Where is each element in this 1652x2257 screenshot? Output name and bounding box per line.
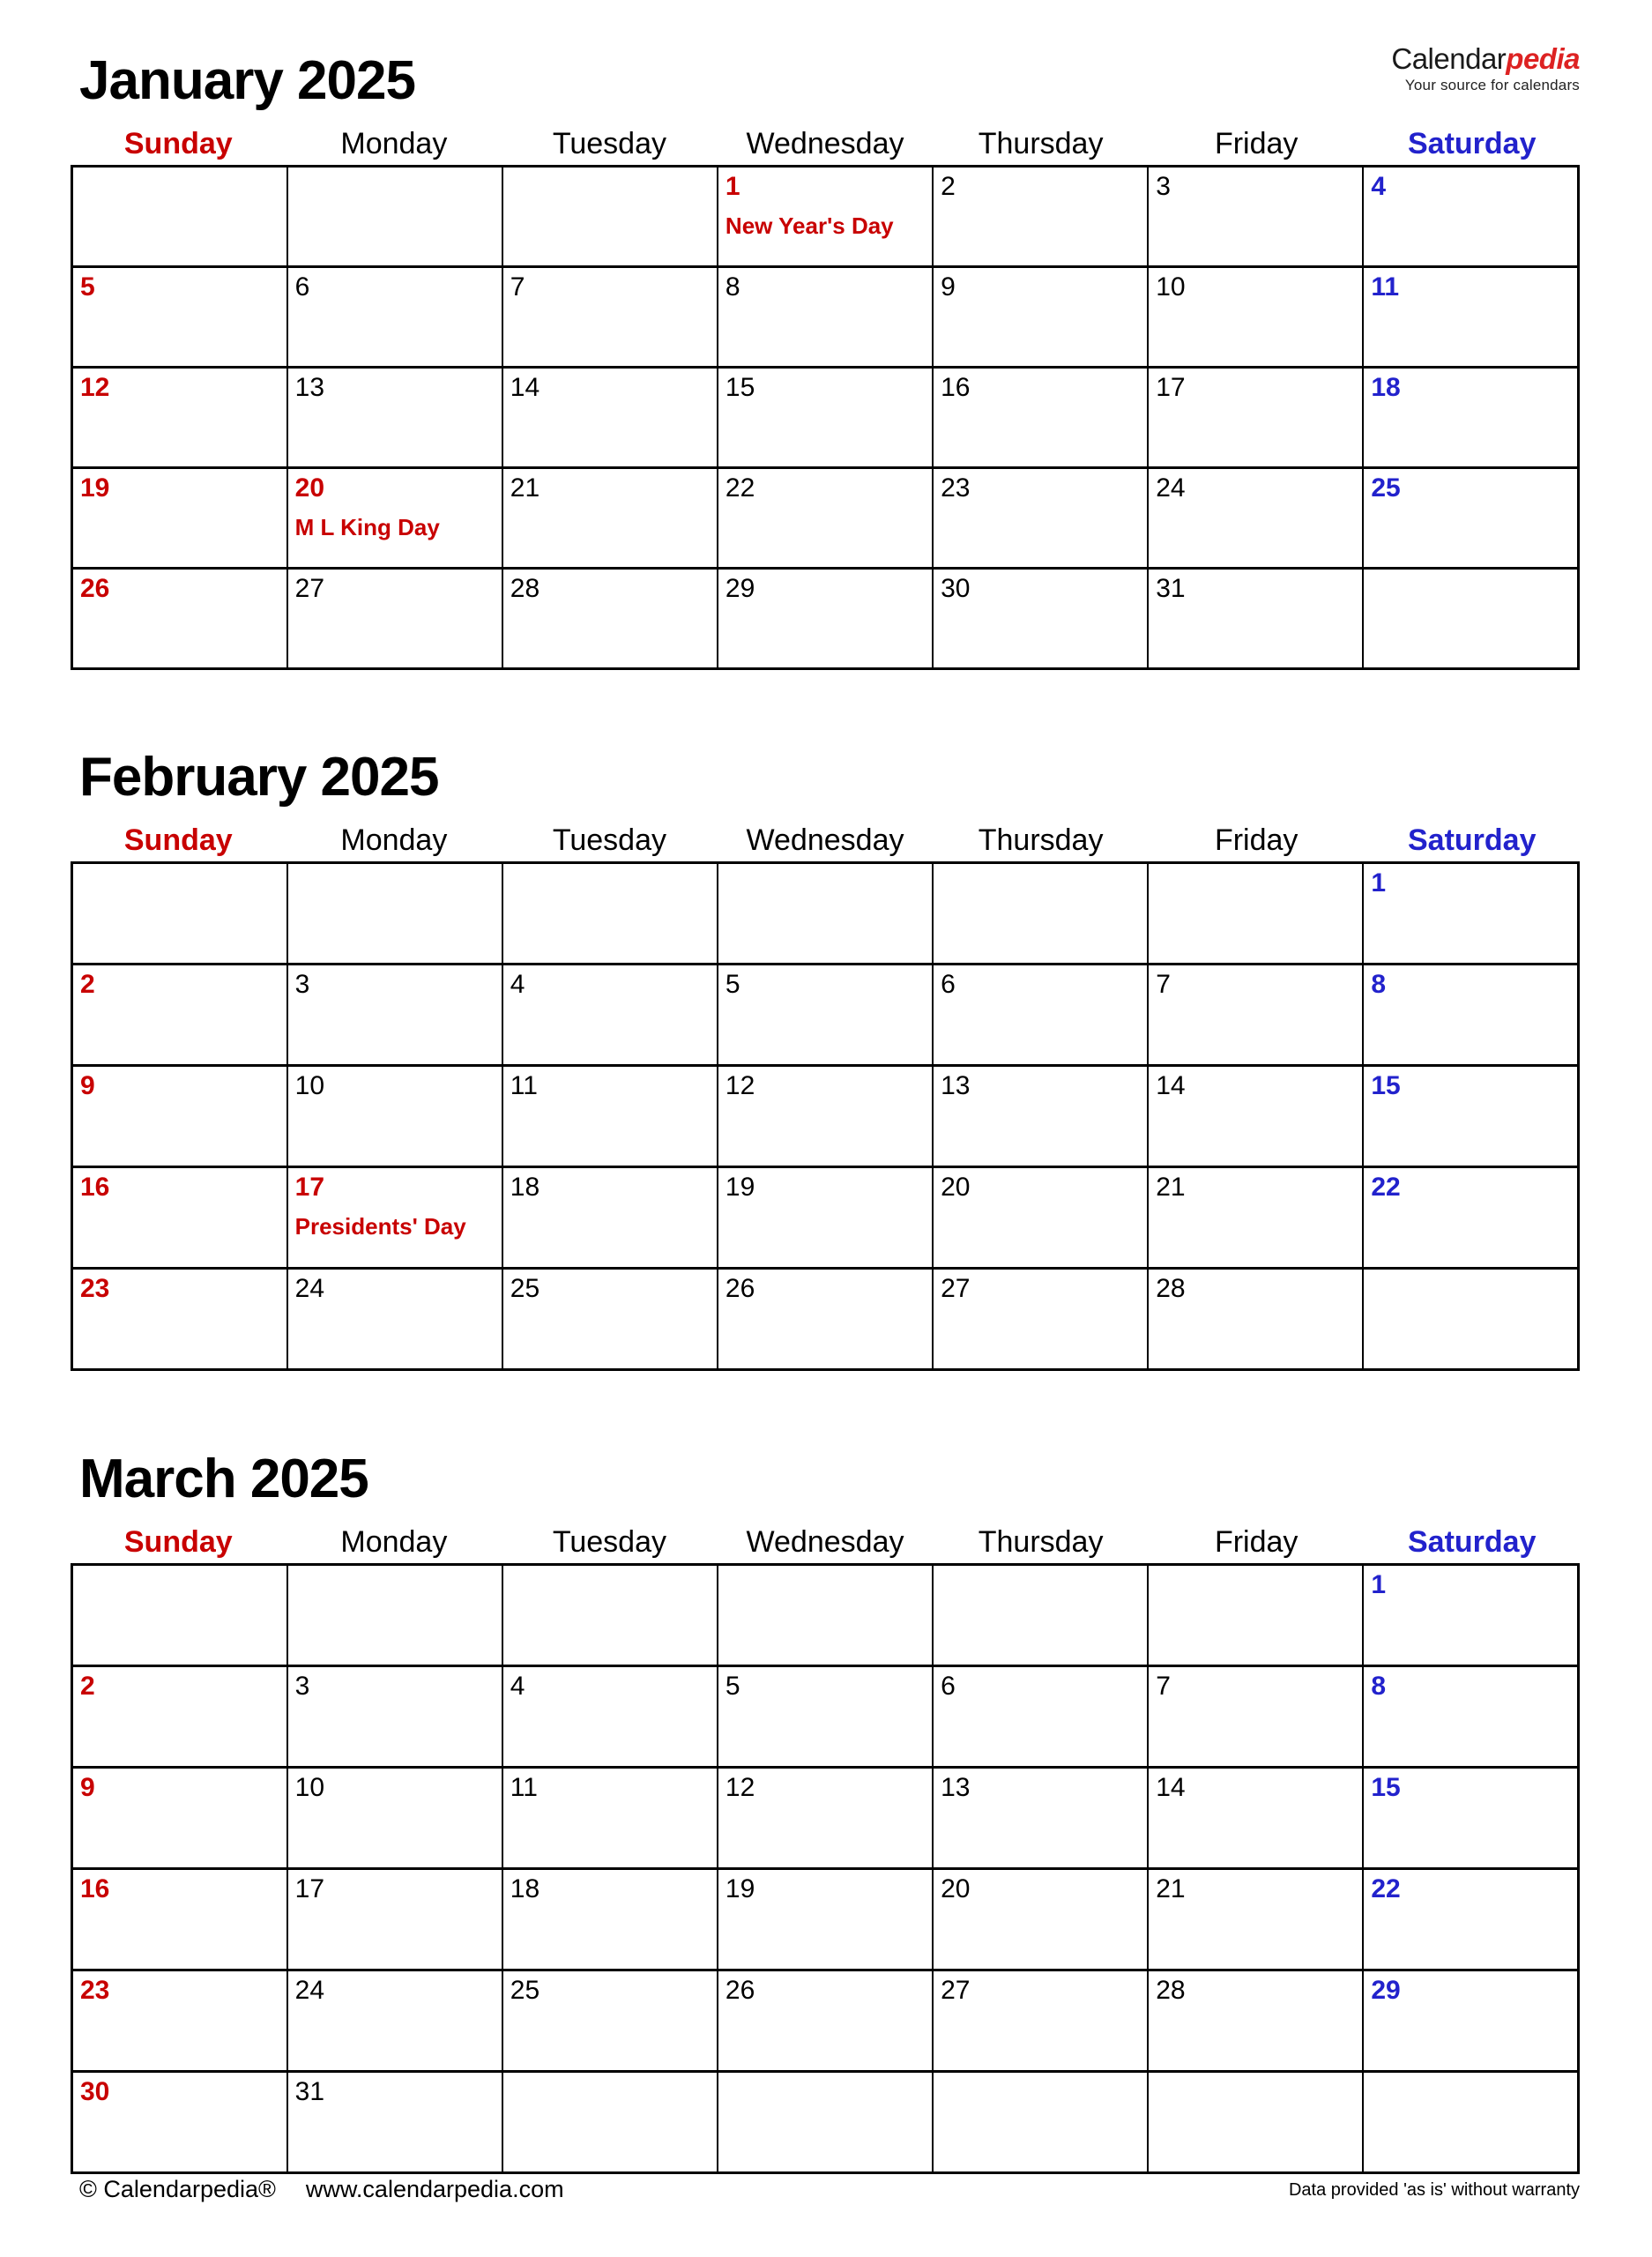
day-cell-29 xyxy=(718,569,933,669)
day-number: 5 xyxy=(725,970,740,999)
day-number: 28 xyxy=(510,574,540,603)
day-number: 26 xyxy=(80,574,110,603)
day-cell-10 xyxy=(287,1066,502,1167)
weekday-header-saturday: Saturday xyxy=(1408,823,1537,857)
day-number: 13 xyxy=(294,373,325,402)
day-cell-3 xyxy=(287,1666,502,1768)
day-cell-30 xyxy=(933,569,1148,669)
day-number: 2 xyxy=(80,970,95,999)
day-cell-3 xyxy=(1148,167,1363,267)
day-number: 24 xyxy=(294,1976,325,2005)
day-cell-empty xyxy=(933,2072,1148,2173)
weekday-header-wednesday: Wednesday xyxy=(746,127,904,160)
day-number: 25 xyxy=(510,1274,540,1303)
day-cell-8 xyxy=(1363,1666,1578,1768)
day-number: 11 xyxy=(1371,272,1400,302)
day-cell-empty xyxy=(502,863,718,965)
weekday-header-sunday: Sunday xyxy=(123,823,233,857)
weekday-header-row xyxy=(71,1521,1580,1560)
day-number: 11 xyxy=(510,1071,538,1100)
day-cell-empty xyxy=(718,863,933,965)
day-number: 4 xyxy=(510,970,525,999)
weekday-header-saturday: Saturday xyxy=(1408,127,1537,160)
day-number: 19 xyxy=(80,473,110,503)
day-cell-empty xyxy=(933,863,1148,965)
day-number: 18 xyxy=(1371,373,1401,402)
day-cell-19 xyxy=(718,1167,933,1269)
day-number: 28 xyxy=(1156,1274,1186,1303)
week-row xyxy=(72,1269,1579,1370)
day-number: 21 xyxy=(1156,1874,1186,1903)
day-number: 2 xyxy=(80,1672,95,1701)
day-cell-7 xyxy=(502,267,718,368)
day-cell-23 xyxy=(72,1970,287,2072)
footer-url[interactable]: www.calendarpedia.com xyxy=(305,2176,564,2202)
day-cell-empty xyxy=(287,863,502,965)
day-cell-11 xyxy=(502,1768,718,1869)
day-number: 4 xyxy=(510,1672,525,1701)
day-number: 15 xyxy=(1371,1071,1401,1100)
logo-wordmark xyxy=(1391,44,1580,74)
month-title: January 2025 xyxy=(79,50,415,111)
week-row xyxy=(72,2072,1579,2173)
day-cell-24 xyxy=(1148,468,1363,569)
week-row xyxy=(72,1666,1579,1768)
day-number: 29 xyxy=(1371,1976,1401,2005)
day-cell-17 xyxy=(287,1869,502,1970)
day-number: 21 xyxy=(510,473,540,503)
day-number: 13 xyxy=(941,1071,971,1100)
day-cell-11 xyxy=(502,1066,718,1167)
day-number: 17 xyxy=(294,1173,325,1202)
week-row xyxy=(72,1167,1579,1269)
day-cell-4 xyxy=(502,1666,718,1768)
day-cell-empty xyxy=(502,1565,718,1666)
day-cell-13 xyxy=(287,368,502,468)
weekday-header-friday: Friday xyxy=(1214,823,1299,857)
day-number: 11 xyxy=(510,1773,538,1802)
holiday-label: Presidents' Day xyxy=(294,1213,466,1240)
day-cell-21 xyxy=(1148,1869,1363,1970)
day-cell-18 xyxy=(502,1869,718,1970)
day-cell-19 xyxy=(72,468,287,569)
day-cell-27 xyxy=(933,1970,1148,2072)
day-number: 16 xyxy=(941,373,971,402)
week-row xyxy=(72,167,1579,267)
day-cell-5 xyxy=(718,965,933,1066)
day-number: 7 xyxy=(510,272,525,302)
day-number: 30 xyxy=(941,574,971,603)
day-number: 15 xyxy=(725,373,755,402)
weekday-header-monday: Monday xyxy=(340,823,448,857)
day-cell-14 xyxy=(1148,1066,1363,1167)
day-number: 25 xyxy=(510,1976,540,2005)
day-cell-12 xyxy=(718,1066,933,1167)
day-cell-25 xyxy=(502,1269,718,1370)
day-cell-28 xyxy=(1148,1970,1363,2072)
day-cell-24 xyxy=(287,1269,502,1370)
week-row xyxy=(72,863,1579,965)
weekday-header-sunday: Sunday xyxy=(123,127,233,160)
day-number: 6 xyxy=(941,1672,956,1701)
day-number: 6 xyxy=(294,272,310,302)
day-number: 23 xyxy=(80,1976,110,2005)
day-cell-18 xyxy=(1363,368,1578,468)
day-cell-25 xyxy=(502,1970,718,2072)
day-number: 24 xyxy=(1156,473,1186,503)
day-cell-26 xyxy=(72,569,287,669)
day-number: 16 xyxy=(80,1173,110,1202)
weekday-header-thursday: Thursday xyxy=(978,127,1104,160)
day-number: 22 xyxy=(725,473,755,503)
day-number: 28 xyxy=(1156,1976,1186,2005)
day-number: 12 xyxy=(725,1773,755,1802)
day-number: 29 xyxy=(725,574,755,603)
day-number: 25 xyxy=(1371,473,1401,503)
logo-text-red: pedia xyxy=(1506,42,1580,75)
day-cell-empty xyxy=(72,1565,287,1666)
weekday-header-wednesday: Wednesday xyxy=(746,1525,904,1559)
day-number: 9 xyxy=(941,272,956,302)
day-cell-empty xyxy=(718,1565,933,1666)
day-cell-12 xyxy=(72,368,287,468)
day-number: 16 xyxy=(80,1874,110,1903)
day-cell-7 xyxy=(1148,1666,1363,1768)
week-row xyxy=(72,267,1579,368)
day-cell-26 xyxy=(718,1970,933,2072)
day-cell-2 xyxy=(933,167,1148,267)
day-cell-empty xyxy=(502,2072,718,2173)
week-row xyxy=(72,569,1579,669)
week-row xyxy=(72,468,1579,569)
day-number: 18 xyxy=(510,1874,540,1903)
day-cell-9 xyxy=(72,1768,287,1869)
day-number: 26 xyxy=(725,1274,755,1303)
day-cell-6 xyxy=(933,965,1148,1066)
holiday-label: M L King Day xyxy=(294,514,440,540)
footer-disclaimer: Data provided 'as is' without warranty xyxy=(1288,2180,1580,2200)
day-cell-31 xyxy=(287,2072,502,2173)
day-number: 26 xyxy=(725,1976,755,2005)
day-cell-3 xyxy=(287,965,502,1066)
day-cell-4 xyxy=(1363,167,1578,267)
day-cell-16 xyxy=(72,1869,287,1970)
day-cell-22 xyxy=(1363,1869,1578,1970)
day-cell-25 xyxy=(1363,468,1578,569)
day-cell-empty xyxy=(933,1565,1148,1666)
day-cell-16 xyxy=(72,1167,287,1269)
day-cell-18 xyxy=(502,1167,718,1269)
day-cell-14 xyxy=(1148,1768,1363,1869)
day-cell-15 xyxy=(1363,1768,1578,1869)
week-row xyxy=(72,1066,1579,1167)
weekday-header-monday: Monday xyxy=(340,127,448,160)
day-number: 8 xyxy=(1371,970,1387,999)
day-number: 14 xyxy=(1156,1071,1186,1100)
weekday-header-thursday: Thursday xyxy=(978,1525,1104,1559)
holiday-label: New Year's Day xyxy=(725,212,894,239)
day-cell-28 xyxy=(1148,1269,1363,1370)
day-cell-empty xyxy=(1148,1565,1363,1666)
day-cell-12 xyxy=(718,1768,933,1869)
day-number: 13 xyxy=(941,1773,971,1802)
month-title: February 2025 xyxy=(79,747,439,808)
day-number: 7 xyxy=(1156,1672,1171,1701)
day-number: 12 xyxy=(80,373,110,402)
day-cell-empty xyxy=(1363,569,1578,669)
day-number: 1 xyxy=(1371,1570,1387,1599)
day-number: 22 xyxy=(1371,1874,1401,1903)
day-cell-15 xyxy=(718,368,933,468)
day-number: 19 xyxy=(725,1173,755,1202)
day-number: 20 xyxy=(941,1173,971,1202)
day-cell-9 xyxy=(72,1066,287,1167)
day-number: 3 xyxy=(294,970,310,999)
day-number: 5 xyxy=(80,272,95,302)
day-cell-17 xyxy=(1148,368,1363,468)
day-number: 8 xyxy=(1371,1672,1387,1701)
weekday-header-saturday: Saturday xyxy=(1408,1525,1537,1559)
day-number: 27 xyxy=(294,574,325,603)
day-cell-14 xyxy=(502,368,718,468)
day-number: 6 xyxy=(941,970,956,999)
day-cell-19 xyxy=(718,1869,933,1970)
weekday-header-row xyxy=(71,819,1580,858)
day-number: 5 xyxy=(725,1672,740,1701)
day-cell-31 xyxy=(1148,569,1363,669)
day-cell-15 xyxy=(1363,1066,1578,1167)
day-cell-8 xyxy=(718,267,933,368)
weekday-header-tuesday: Tuesday xyxy=(552,127,667,160)
day-cell-empty xyxy=(1363,2072,1578,2173)
day-number: 20 xyxy=(941,1874,971,1903)
weekday-header-friday: Friday xyxy=(1214,1525,1299,1559)
day-cell-5 xyxy=(72,267,287,368)
day-cell-27 xyxy=(933,1269,1148,1370)
day-cell-empty xyxy=(1148,2072,1363,2173)
day-number: 10 xyxy=(294,1773,325,1802)
weekday-header-tuesday: Tuesday xyxy=(552,823,667,857)
day-number: 3 xyxy=(294,1672,310,1701)
day-cell-23 xyxy=(72,1269,287,1370)
day-cell-21 xyxy=(1148,1167,1363,1269)
logo-text-black: Calendar xyxy=(1391,42,1507,75)
week-row xyxy=(72,1565,1579,1666)
day-number: 10 xyxy=(1156,272,1186,302)
weekday-header-row xyxy=(71,123,1580,161)
day-number: 31 xyxy=(1156,574,1186,603)
day-cell-1 xyxy=(1363,1565,1578,1666)
day-cell-empty xyxy=(1363,1269,1578,1370)
week-row xyxy=(72,368,1579,468)
day-cell-8 xyxy=(1363,965,1578,1066)
day-number: 23 xyxy=(941,473,971,503)
day-number: 3 xyxy=(1156,172,1171,201)
weekday-header-tuesday: Tuesday xyxy=(552,1525,667,1559)
weekday-header-thursday: Thursday xyxy=(978,823,1104,857)
day-cell-10 xyxy=(1148,267,1363,368)
footer-left xyxy=(79,2176,564,2202)
footer-copyright: © Calendarpedia® xyxy=(79,2176,276,2202)
day-cell-10 xyxy=(287,1768,502,1869)
day-number: 31 xyxy=(294,2077,325,2106)
day-cell-16 xyxy=(933,368,1148,468)
day-number: 17 xyxy=(294,1874,325,1903)
day-cell-26 xyxy=(718,1269,933,1370)
day-number: 24 xyxy=(294,1274,325,1303)
day-number: 15 xyxy=(1371,1773,1401,1802)
week-row xyxy=(72,1768,1579,1869)
month-title: March 2025 xyxy=(79,1449,368,1509)
weekday-header-friday: Friday xyxy=(1214,127,1299,160)
day-cell-9 xyxy=(933,267,1148,368)
logo-tagline: Your source for calendars xyxy=(1404,77,1580,93)
day-cell-20 xyxy=(287,468,502,569)
day-cell-empty xyxy=(718,2072,933,2173)
weekday-header-monday: Monday xyxy=(340,1525,448,1559)
weekday-header-sunday: Sunday xyxy=(123,1525,233,1559)
day-cell-20 xyxy=(933,1869,1148,1970)
day-number: 2 xyxy=(941,172,956,201)
day-number: 23 xyxy=(80,1274,110,1303)
week-row xyxy=(72,965,1579,1066)
day-number: 17 xyxy=(1156,373,1186,402)
day-cell-30 xyxy=(72,2072,287,2173)
day-cell-empty xyxy=(287,167,502,267)
day-cell-empty xyxy=(287,1565,502,1666)
day-number: 27 xyxy=(941,1274,971,1303)
day-number: 19 xyxy=(725,1874,755,1903)
weekday-header-wednesday: Wednesday xyxy=(746,823,904,857)
day-number: 9 xyxy=(80,1071,95,1100)
day-cell-empty xyxy=(502,167,718,267)
day-number: 1 xyxy=(1371,868,1387,898)
day-number: 27 xyxy=(941,1976,971,2005)
day-number: 4 xyxy=(1371,172,1387,201)
day-cell-empty xyxy=(1148,863,1363,965)
day-cell-13 xyxy=(933,1768,1148,1869)
day-cell-22 xyxy=(1363,1167,1578,1269)
day-cell-2 xyxy=(72,965,287,1066)
day-number: 18 xyxy=(510,1173,540,1202)
day-cell-6 xyxy=(933,1666,1148,1768)
day-cell-6 xyxy=(287,267,502,368)
calendar-grid xyxy=(71,1563,1580,2174)
day-number: 22 xyxy=(1371,1173,1401,1202)
day-number: 20 xyxy=(294,473,325,503)
day-cell-21 xyxy=(502,468,718,569)
day-cell-1 xyxy=(718,167,933,267)
day-cell-22 xyxy=(718,468,933,569)
day-cell-2 xyxy=(72,1666,287,1768)
day-cell-empty xyxy=(72,863,287,965)
day-cell-7 xyxy=(1148,965,1363,1066)
day-number: 10 xyxy=(294,1071,325,1100)
week-row xyxy=(72,1970,1579,2072)
day-cell-1 xyxy=(1363,863,1578,965)
day-cell-23 xyxy=(933,468,1148,569)
day-number: 1 xyxy=(725,172,740,201)
day-number: 21 xyxy=(1156,1173,1186,1202)
day-number: 8 xyxy=(725,272,740,302)
day-cell-28 xyxy=(502,569,718,669)
day-cell-11 xyxy=(1363,267,1578,368)
day-cell-24 xyxy=(287,1970,502,2072)
day-cell-4 xyxy=(502,965,718,1066)
day-number: 9 xyxy=(80,1773,95,1802)
day-number: 7 xyxy=(1156,970,1171,999)
day-cell-29 xyxy=(1363,1970,1578,2072)
day-cell-5 xyxy=(718,1666,933,1768)
day-cell-20 xyxy=(933,1167,1148,1269)
day-number: 14 xyxy=(1156,1773,1186,1802)
day-cell-27 xyxy=(287,569,502,669)
calendar-grid xyxy=(71,861,1580,1371)
day-number: 12 xyxy=(725,1071,755,1100)
day-cell-17 xyxy=(287,1167,502,1269)
calendarpedia-logo[interactable] xyxy=(1391,44,1580,93)
day-cell-empty xyxy=(72,167,287,267)
day-number: 30 xyxy=(80,2077,110,2106)
day-cell-13 xyxy=(933,1066,1148,1167)
calendar-grid xyxy=(71,165,1580,670)
week-row xyxy=(72,1869,1579,1970)
day-number: 14 xyxy=(510,373,540,402)
